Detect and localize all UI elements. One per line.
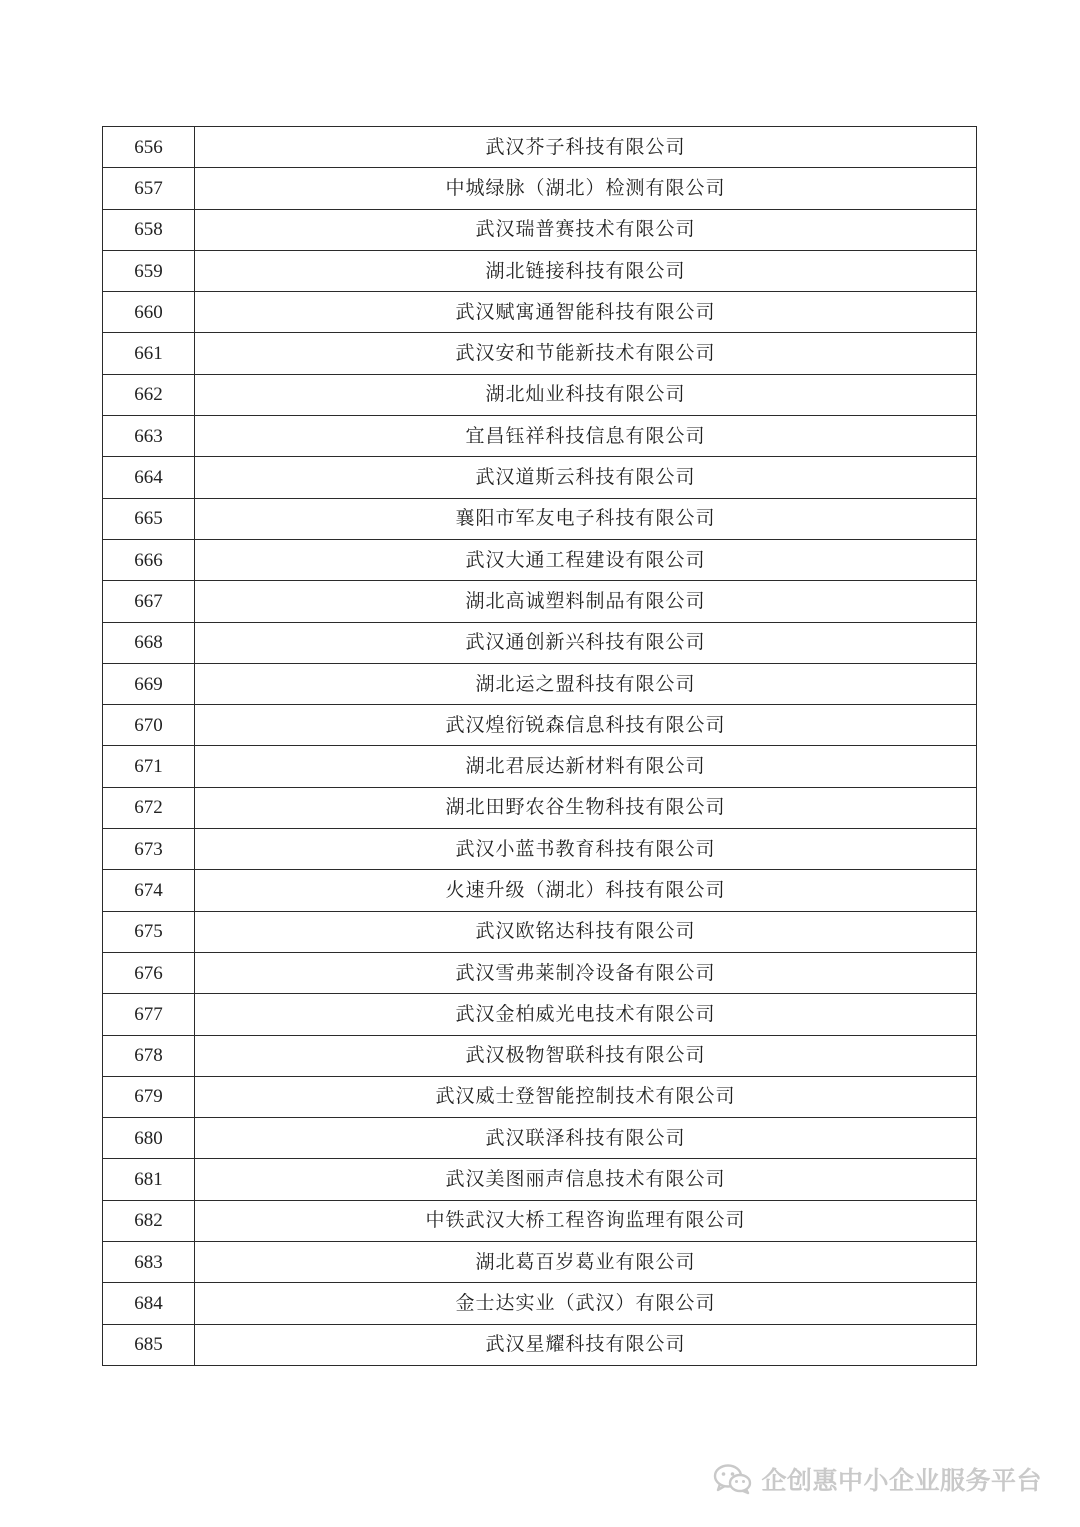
company-name-cell: 襄阳市军友电子科技有限公司 <box>195 498 977 539</box>
watermark-text: 企创惠中小企业服务平台 <box>761 1466 1042 1495</box>
table-row <box>103 870 977 911</box>
company-name-cell: 武汉小蓝书教育科技有限公司 <box>195 829 977 870</box>
row-number-cell: 661 <box>103 333 195 374</box>
table-row <box>103 622 977 663</box>
company-name-cell: 湖北灿业科技有限公司 <box>195 374 977 415</box>
table-row <box>103 581 977 622</box>
row-number-cell: 664 <box>103 457 195 498</box>
row-number-cell: 656 <box>103 127 195 168</box>
company-name-cell: 武汉安和节能新技术有限公司 <box>195 333 977 374</box>
table-row <box>103 994 977 1035</box>
row-number-cell: 675 <box>103 911 195 952</box>
row-number-cell: 659 <box>103 250 195 291</box>
table-row <box>103 292 977 333</box>
company-list-table <box>102 126 977 1366</box>
company-name-cell: 武汉星耀科技有限公司 <box>195 1324 977 1365</box>
watermark <box>713 1461 1042 1497</box>
row-number-cell: 685 <box>103 1324 195 1365</box>
row-number-cell: 676 <box>103 952 195 993</box>
row-number-cell: 678 <box>103 1035 195 1076</box>
row-number-cell: 679 <box>103 1076 195 1117</box>
table-row <box>103 1283 977 1324</box>
company-name-cell: 武汉通创新兴科技有限公司 <box>195 622 977 663</box>
row-number-cell: 668 <box>103 622 195 663</box>
table-row <box>103 168 977 209</box>
company-name-cell: 武汉大通工程建设有限公司 <box>195 539 977 580</box>
row-number-cell: 666 <box>103 539 195 580</box>
company-name-cell: 武汉芥子科技有限公司 <box>195 127 977 168</box>
table-row <box>103 374 977 415</box>
company-name-cell: 金士达实业（武汉）有限公司 <box>195 1283 977 1324</box>
company-name-cell: 武汉煌衍锐森信息科技有限公司 <box>195 705 977 746</box>
table-row <box>103 829 977 870</box>
row-number-cell: 682 <box>103 1200 195 1241</box>
table-row <box>103 1118 977 1159</box>
wechat-icon <box>713 1463 753 1495</box>
company-name-cell: 武汉赋寓通智能科技有限公司 <box>195 292 977 333</box>
table-row <box>103 416 977 457</box>
table-row <box>103 250 977 291</box>
row-number-cell: 681 <box>103 1159 195 1200</box>
table-body <box>103 127 977 1366</box>
row-number-cell: 658 <box>103 209 195 250</box>
company-name-cell: 武汉美图丽声信息技术有限公司 <box>195 1159 977 1200</box>
table-row <box>103 1242 977 1283</box>
company-name-cell: 湖北葛百岁葛业有限公司 <box>195 1242 977 1283</box>
table-row <box>103 333 977 374</box>
table-row <box>103 457 977 498</box>
company-name-cell: 武汉欧铭达科技有限公司 <box>195 911 977 952</box>
company-name-cell: 武汉瑞普赛技术有限公司 <box>195 209 977 250</box>
company-name-cell: 武汉金柏威光电技术有限公司 <box>195 994 977 1035</box>
company-name-cell: 湖北运之盟科技有限公司 <box>195 663 977 704</box>
company-name-cell: 武汉联泽科技有限公司 <box>195 1118 977 1159</box>
company-name-cell: 宜昌钰祥科技信息有限公司 <box>195 416 977 457</box>
company-name-cell: 武汉极物智联科技有限公司 <box>195 1035 977 1076</box>
table-row <box>103 705 977 746</box>
company-name-cell: 湖北君辰达新材料有限公司 <box>195 746 977 787</box>
row-number-cell: 674 <box>103 870 195 911</box>
company-name-cell: 中铁武汉大桥工程咨询监理有限公司 <box>195 1200 977 1241</box>
table-row <box>103 1035 977 1076</box>
table-row <box>103 1200 977 1241</box>
row-number-cell: 667 <box>103 581 195 622</box>
row-number-cell: 683 <box>103 1242 195 1283</box>
company-name-cell: 中城绿脉（湖北）检测有限公司 <box>195 168 977 209</box>
row-number-cell: 670 <box>103 705 195 746</box>
row-number-cell: 677 <box>103 994 195 1035</box>
table-row <box>103 746 977 787</box>
row-number-cell: 672 <box>103 787 195 828</box>
company-name-cell: 湖北链接科技有限公司 <box>195 250 977 291</box>
table-row <box>103 498 977 539</box>
table-row <box>103 1076 977 1117</box>
table-row <box>103 1159 977 1200</box>
company-name-cell: 武汉威士登智能控制技术有限公司 <box>195 1076 977 1117</box>
table-row <box>103 1324 977 1365</box>
row-number-cell: 665 <box>103 498 195 539</box>
row-number-cell: 684 <box>103 1283 195 1324</box>
company-name-cell: 火速升级（湖北）科技有限公司 <box>195 870 977 911</box>
row-number-cell: 662 <box>103 374 195 415</box>
row-number-cell: 671 <box>103 746 195 787</box>
row-number-cell: 669 <box>103 663 195 704</box>
company-name-cell: 湖北田野农谷生物科技有限公司 <box>195 787 977 828</box>
table-row <box>103 787 977 828</box>
row-number-cell: 680 <box>103 1118 195 1159</box>
table-row <box>103 911 977 952</box>
table-row <box>103 127 977 168</box>
table-row <box>103 209 977 250</box>
company-name-cell: 武汉雪弗莱制冷设备有限公司 <box>195 952 977 993</box>
table-row <box>103 663 977 704</box>
company-name-cell: 湖北高诚塑料制品有限公司 <box>195 581 977 622</box>
row-number-cell: 663 <box>103 416 195 457</box>
row-number-cell: 657 <box>103 168 195 209</box>
table-row <box>103 539 977 580</box>
company-name-cell: 武汉道斯云科技有限公司 <box>195 457 977 498</box>
table-row <box>103 952 977 993</box>
row-number-cell: 660 <box>103 292 195 333</box>
row-number-cell: 673 <box>103 829 195 870</box>
